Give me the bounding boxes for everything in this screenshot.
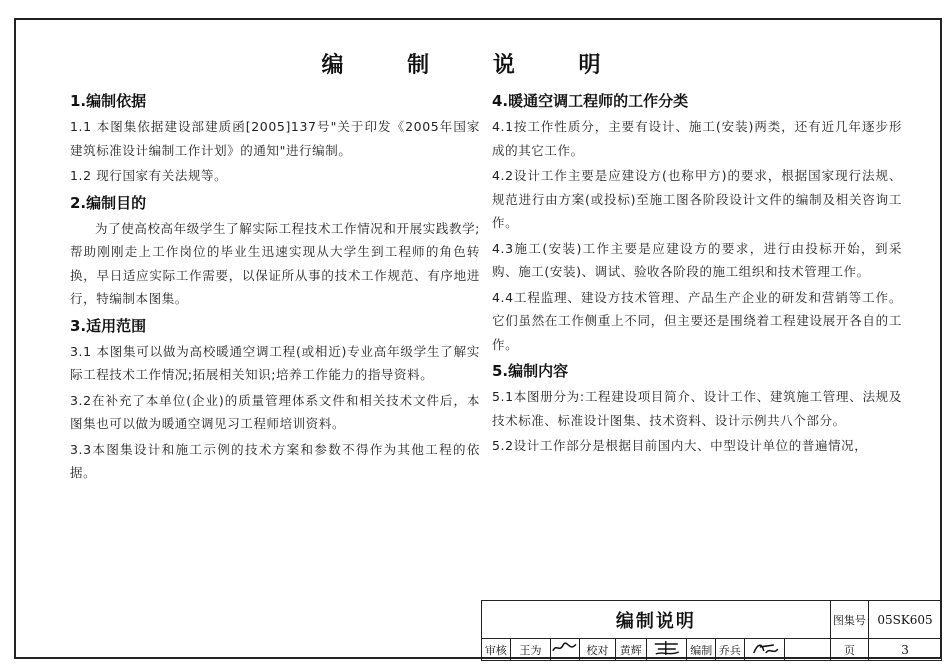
paragraph: 4.2设计工作主要是应建设方(也称甲方)的要求，根据国家现行法规、规范进行由方案(或投标)至施工图各阶段设计文件的编制及相关咨询工作。: [492, 168, 902, 230]
atlas-number-label: 图集号: [830, 601, 868, 639]
compiler-name: 乔兵: [716, 639, 745, 661]
compile-label: 编制: [687, 639, 716, 661]
section-heading: 3.适用范围: [70, 316, 147, 335]
paragraph: 3.1 本图集可以做为高校暖通空调工程(或相近)专业高年级学生了解实际工程技术工作情况;拓展相关知识;培养工作能力的指导资料。: [70, 343, 480, 382]
paragraph: 3.3本图集设计和施工示例的技术方案和参数不得作为其他工程的依据。: [70, 441, 480, 480]
signature-scribble: [745, 639, 785, 657]
review-label: 审核: [482, 639, 511, 661]
section-heading: 4.暖通空调工程师的工作分类: [492, 92, 689, 110]
compiler-signature: [744, 639, 785, 661]
checker-name: 黄辉: [615, 639, 646, 661]
section-heading: 5.编制内容: [492, 362, 569, 380]
section-heading: 2.编制目的: [70, 193, 147, 212]
right-column: [492, 88, 902, 460]
signature-scribble: [647, 639, 687, 657]
signature-scribble: [551, 639, 579, 657]
paragraph: 为了使高校高年级学生了解实际工程技术工作情况和开展实践教学;帮助刚刚走上工作岗位的毕业生迅速实现从大学生到工程师的角色转换，早日适应实际工作需要，以保证所从事的技术工作规范、有序地进行，特编制本图集。: [70, 220, 480, 306]
page-title: 编 制 说 明: [321, 53, 629, 78]
paragraph: 4.4工程监理、建设方技术管理、产品生产企业的研发和营销等工作。它们虽然在工作侧重上不同，但主要还是围绕着工程建设展开各自的工作。: [492, 289, 902, 352]
check-label: 校对: [579, 639, 615, 661]
page-number: 3: [869, 639, 942, 661]
reviewer-signature: [551, 639, 580, 661]
checker-signature: [646, 639, 687, 661]
drawing-name: 编制说明: [482, 601, 831, 639]
paragraph: 4.3施工(安装)工作主要是应建设方的要求，进行由投标开始，到采购、施工(安装)、调试、验收各阶段的施工组织和技术管理工作。: [492, 240, 902, 279]
section-heading: 1.编制依据: [70, 92, 147, 110]
reviewer-name: 王为: [510, 639, 551, 661]
atlas-number: 05SK605: [869, 601, 942, 639]
paragraph: 4.1按工作性质分，主要有设计、施工(安装)两类，还有近几年逐步形成的其它工作。: [492, 119, 902, 158]
paragraph: 3.2在补充了本单位(企业)的质量管理体系文件和相关技术文件后，本图集也可以做为暖通空调见习工程师培训资料。: [70, 392, 480, 431]
paragraph: 1.1 本图集依据建设部建质函[2005]137号"关于印发《2005年国家建筑标准设计编制工作计划》的通知"进行编制。: [70, 119, 480, 158]
paragraph: 5.1本图册分为:工程建设项目简介、设计工作、建筑施工管理、法规及技术标准、标准设计图集、技术资料、设计示例共八个部分。: [492, 389, 902, 428]
paragraph: 1.2 现行国家有关法规等。: [70, 168, 228, 183]
left-column: [70, 88, 480, 487]
title-block: [481, 600, 942, 661]
empty-cell: [785, 639, 830, 661]
page-label: 页: [830, 639, 868, 661]
paragraph: 5.2设计工作部分是根据目前国内大、中型设计单位的普遍情况，: [492, 438, 868, 453]
